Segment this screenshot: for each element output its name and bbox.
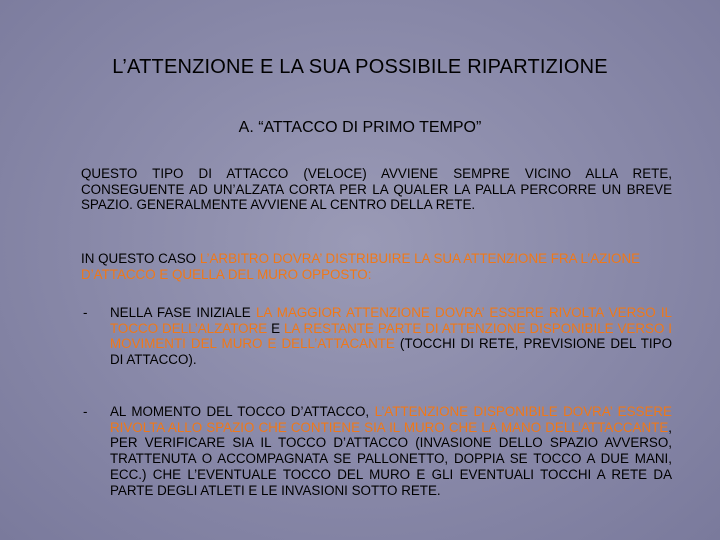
bullet-marker: - <box>83 404 88 419</box>
bullet-text <box>110 404 672 498</box>
slide-title: L’ATTENZIONE E LA SUA POSSIBILE RIPARTIZIONE <box>112 56 608 78</box>
slide-subtitle: A. “ATTACCO DI PRIMO TEMPO” <box>238 119 482 136</box>
attention-paragraph-text: IN QUESTO CASO <box>81 251 200 266</box>
bullet-marker: - <box>83 305 88 320</box>
attention-paragraph-highlight: L’ARBITRO DOVRA’ DISTRIBUIRE LA SUA ATTENZIONE FRA L’AZIONE D’ATTACCO E QUELLA DEL MURO OPPOSTO: <box>81 251 641 282</box>
bullet-text <box>110 305 672 368</box>
bullet-text-part: E <box>267 320 284 336</box>
bullet-text-highlight: LA RESTANTE PARTE DI ATTENZIONE DISPONIBILE VERSO I MOVIMENTI DEL MURO E DELL’ATTACANTE <box>110 320 673 352</box>
bullet-text-part: (TOCCHI DI RETE, PREVISIONE DEL TIPO DI ATTACCO). <box>110 336 672 368</box>
bullet-text-highlight: L’ATTENZIONE DISPONIBILE DOVRA’ ESSERE RIVOLTA ALLO SPAZIO CHE CONTIENE SIA IL MURO CHE LA MANO DELL’ATTACCANTE <box>110 404 672 435</box>
intro-paragraph: QUESTO TIPO DI ATTACCO (VELOCE) AVVIENE SEMPRE VICINO ALLA RETE, CONSEGUENTE AD UN’ALZATA CORTA PER LA QUALER LA PALLA PERCORRE UN BREVE SPAZIO. GENERALMENTE AVVIENE AL CENTRO DELLA RETE. <box>81 166 672 213</box>
attention-paragraph <box>81 251 672 282</box>
bullet-text-highlight: LA MAGGIOR ATTENZIONE DOVRA’ ESSERE RIVOLTA VERSO IL TOCCO DELL’ALZATORE <box>110 305 673 336</box>
bullet-text-part: NELLA FASE INIZIALE <box>110 305 256 320</box>
bullet-text-part: , PER VERIFICARE SIA IL TOCCO D’ATTACCO (INVASIONE DELLO SPAZIO AVVERSO, TRATTENUTA O ACCOMPAGNATA SE PALLONETTO, DOPPIA SE TOCCO A DUE MANI, ECC.) CHE L’EVENTUALE TOCCO DEL MURO E GLI EVENTUALI TOCCHI A RETE DA PARTE DEGLI ATLETI E LE INVASIONI SOTTO RETE. <box>110 419 672 498</box>
bullet-text-part: AL MOMENTO DEL TOCCO D’ATTACCO, <box>110 404 375 419</box>
